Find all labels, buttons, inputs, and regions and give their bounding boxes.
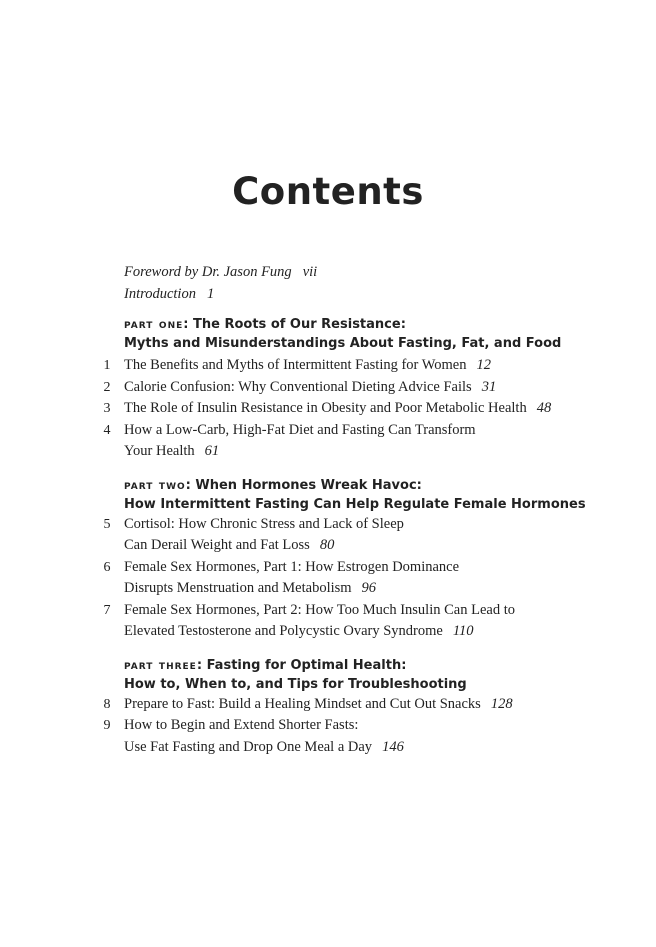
chapter-title: Calorie Confusion: Why Conventional Dieting Advice Fails	[124, 378, 472, 395]
part-label: part three	[124, 657, 197, 673]
page-title: Contents	[232, 170, 424, 213]
chapter-number: 4	[103, 422, 111, 438]
chapter-title: The Role of Insulin Resistance in Obesity and Poor Metabolic Health	[124, 400, 527, 416]
page-number: 80	[319, 537, 335, 553]
chapter-title-cont: Elevated Testosterone and Polycystic Ovary Syndrome	[124, 623, 443, 639]
entry-title: Foreword by Dr. Jason Fung	[124, 264, 292, 280]
chapter-number: 8	[103, 696, 111, 712]
part-label: part two	[124, 477, 186, 493]
table-of-contents	[0, 262, 656, 758]
page-number: vii	[302, 264, 318, 280]
page-number: 31	[481, 378, 497, 395]
toc-entry-chapter-5[interactable]	[0, 514, 656, 536]
chapter-number: 9	[103, 718, 111, 733]
part-title: When Hormones Wreak Havoc:	[195, 477, 422, 493]
part-two-subtitle: How Intermittent Fasting Can Help Regulate Female Hormones	[124, 496, 586, 512]
chapter-number: 3	[103, 401, 111, 416]
part-title: The Roots of Our Resistance:	[193, 317, 406, 332]
toc-entry-chapter-4[interactable]	[0, 420, 656, 442]
chapter-number: 6	[103, 559, 111, 575]
toc-entry-chapter-6[interactable]	[0, 557, 656, 579]
chapter-title: Cortisol: How Chronic Stress and Lack of Sleep	[124, 515, 404, 532]
page-number: 48	[536, 400, 552, 416]
toc-entry-chapter-3[interactable]	[0, 398, 656, 420]
toc-entry-chapter-6-cont[interactable]	[0, 578, 656, 600]
page-number: 146	[382, 738, 404, 755]
part-one-subtitle: Myths and Misunderstandings About Fasting, Fat, and Food	[124, 336, 562, 351]
page-number: 128	[490, 695, 513, 712]
chapter-number: 7	[103, 602, 111, 618]
chapter-title: Prepare to Fast: Build a Healing Mindset and Cut Out Snacks	[124, 695, 481, 712]
chapter-number: 2	[103, 379, 111, 395]
part-label: part one	[124, 317, 184, 332]
toc-entry-chapter-4-cont[interactable]	[0, 441, 656, 463]
page-number: 96	[361, 580, 377, 596]
chapter-number: 1	[103, 358, 111, 373]
page-number: 1	[206, 285, 215, 302]
page-number: 110	[452, 623, 474, 639]
toc-entry-foreword[interactable]	[0, 262, 656, 284]
toc-entry-chapter-7[interactable]	[0, 600, 656, 622]
part-two-heading: part two: When Hormones Wreak Havoc:	[124, 477, 422, 493]
chapter-title-cont: Use Fat Fasting and Drop One Meal a Day	[124, 738, 373, 755]
part-three-heading: part three: Fasting for Optimal Health:	[124, 657, 407, 673]
toc-entry-introduction[interactable]	[0, 284, 656, 306]
chapter-title-cont: Can Derail Weight and Fat Loss	[124, 537, 310, 553]
toc-entry-chapter-8[interactable]	[0, 694, 656, 716]
chapter-title: Female Sex Hormones, Part 1: How Estrogen Dominance	[124, 558, 460, 575]
entry-title: Introduction	[124, 285, 196, 302]
toc-entry-chapter-9[interactable]	[0, 715, 656, 737]
chapter-number: 5	[103, 516, 111, 532]
part-three-subtitle: How to, When to, and Tips for Troubleshooting	[124, 676, 467, 692]
chapter-title-cont: Your Health	[124, 443, 195, 459]
part-title: Fasting for Optimal Health:	[206, 657, 407, 673]
toc-entry-chapter-9-cont[interactable]	[0, 737, 656, 759]
page-number: 61	[204, 443, 220, 459]
chapter-title: How a Low-Carb, High-Fat Diet and Fasting Can Transform	[124, 421, 476, 438]
chapter-title: How to Begin and Extend Shorter Fasts:	[124, 717, 359, 733]
toc-entry-chapter-7-cont[interactable]	[0, 621, 656, 643]
chapter-title-cont: Disrupts Menstruation and Metabolism	[124, 580, 352, 596]
toc-entry-chapter-2[interactable]	[0, 377, 656, 399]
page-number: 12	[476, 357, 491, 373]
toc-entry-chapter-5-cont[interactable]	[0, 535, 656, 557]
chapter-title: Female Sex Hormones, Part 2: How Too Much Insulin Can Lead to	[124, 601, 515, 618]
toc-entry-chapter-1[interactable]	[0, 355, 656, 377]
part-one-heading: part one: The Roots of Our Resistance:	[124, 317, 406, 332]
chapter-title: The Benefits and Myths of Intermittent Fasting for Women	[124, 357, 467, 373]
